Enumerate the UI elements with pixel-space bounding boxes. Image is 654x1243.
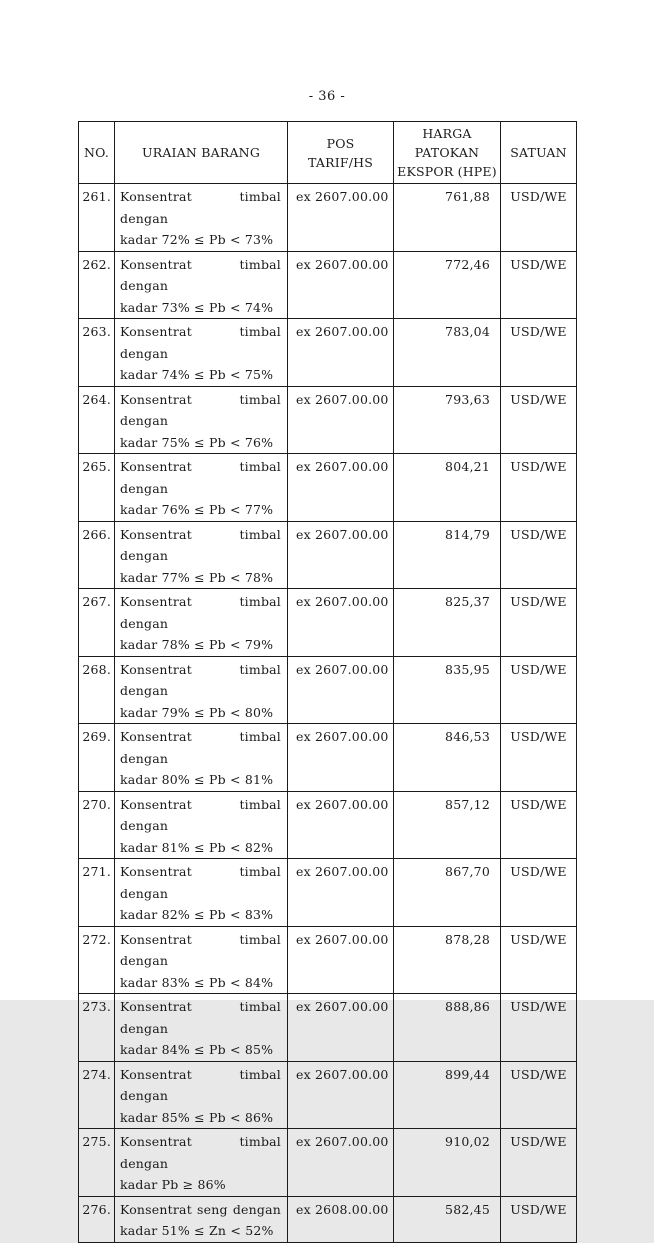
row-number: 267.	[79, 589, 115, 657]
item-description-line2: kadar 76% ≤ Pb < 77%	[120, 502, 274, 517]
col-header-satuan: SATUAN	[501, 122, 577, 184]
hs-tariff-code: ex 2607.00.00	[288, 926, 394, 994]
item-description-line1: Konsentrat timbal dengan	[120, 931, 281, 968]
item-description-line1: Konsentrat timbal dengan	[120, 324, 281, 361]
item-description-line2: kadar 85% ≤ Pb < 86%	[120, 1109, 274, 1125]
item-description-line2: kadar 72% ≤ Pb < 73%	[120, 232, 274, 247]
table-row	[79, 1061, 577, 1129]
table-row	[79, 1129, 577, 1197]
item-description-line2: kadar 78% ≤ Pb < 79%	[120, 637, 274, 652]
col-header-no: NO.	[79, 122, 115, 184]
item-description-line1: Konsentrat timbal dengan	[120, 661, 281, 698]
item-description-line2: kadar 82% ≤ Pb < 83%	[120, 907, 274, 922]
item-description-line2: kadar 73% ≤ Pb < 74%	[120, 299, 274, 315]
item-description-line1: Konsentrat timbal dengan	[120, 864, 281, 901]
hs-tariff-code: ex 2607.00.00	[288, 1061, 394, 1129]
item-description-cell	[115, 454, 288, 522]
header-line: PATOKAN	[414, 145, 480, 160]
item-description-line1: Konsentrat timbal dengan	[120, 391, 281, 428]
item-description-line1: Konsentrat timbal dengan	[120, 526, 281, 563]
unit-value: USD/WE	[501, 454, 577, 522]
header-line: TARIF/HS	[308, 154, 373, 170]
table-row	[79, 859, 577, 927]
item-description-line2: kadar 75% ≤ Pb < 76%	[120, 434, 274, 450]
header-line: EKSPOR (HPE)	[397, 164, 497, 179]
row-number: 261.	[79, 184, 115, 252]
hs-tariff-code: ex 2607.00.00	[288, 251, 394, 319]
row-number: 264.	[79, 386, 115, 454]
table-row	[79, 994, 577, 1062]
item-description-line1: Konsentrat timbal dengan	[120, 256, 281, 293]
hpe-value: 857,12	[394, 791, 501, 859]
hs-tariff-code: ex 2607.00.00	[288, 791, 394, 859]
item-description-line2: kadar 80% ≤ Pb < 81%	[120, 772, 274, 787]
item-description-line1: Konsentrat timbal dengan	[120, 729, 281, 766]
header-row	[79, 122, 577, 184]
row-number: 263.	[79, 319, 115, 387]
item-description-cell	[115, 319, 288, 387]
row-number: 275.	[79, 1129, 115, 1197]
header-line: POS	[326, 135, 355, 151]
row-number: 268.	[79, 656, 115, 724]
item-description-line1: Konsentrat seng dengan	[120, 1201, 281, 1217]
hs-tariff-code: ex 2607.00.00	[288, 859, 394, 927]
table-body	[79, 184, 577, 1243]
item-description-line1: Konsentrat timbal dengan	[120, 594, 281, 631]
unit-value: USD/WE	[501, 1196, 577, 1242]
item-description-line1: Konsentrat timbal dengan	[120, 796, 281, 833]
row-number: 262.	[79, 251, 115, 319]
item-description-line1: Konsentrat timbal dengan	[120, 189, 281, 226]
table-row	[79, 386, 577, 454]
hpe-value: 761,88	[394, 184, 501, 252]
table-row	[79, 926, 577, 994]
row-number: 266.	[79, 521, 115, 589]
item-description-line2: kadar 81% ≤ Pb < 82%	[120, 839, 274, 855]
hs-tariff-code: ex 2607.00.00	[288, 521, 394, 589]
unit-value: USD/WE	[501, 319, 577, 387]
hpe-value: 783,04	[394, 319, 501, 387]
table-row	[79, 184, 577, 252]
hpe-value: 835,95	[394, 656, 501, 724]
row-number: 270.	[79, 791, 115, 859]
item-description-line1: Konsentrat timbal dengan	[120, 1134, 281, 1171]
item-description-cell	[115, 386, 288, 454]
item-description-line2: kadar 51% ≤ Zn < 52%	[120, 1223, 274, 1238]
col-header-harga-patokan-ekspor	[394, 122, 501, 184]
table-row	[79, 454, 577, 522]
table-row	[79, 521, 577, 589]
unit-value: USD/WE	[501, 926, 577, 994]
hpe-value: 899,44	[394, 1061, 501, 1129]
hs-tariff-code: ex 2607.00.00	[288, 589, 394, 657]
item-description-cell	[115, 994, 288, 1062]
item-description-line1: Konsentrat timbal dengan	[120, 1066, 281, 1103]
item-description-cell	[115, 926, 288, 994]
row-number: 276.	[79, 1196, 115, 1242]
unit-value: USD/WE	[501, 251, 577, 319]
hs-tariff-code: ex 2607.00.00	[288, 454, 394, 522]
hs-tariff-code: ex 2607.00.00	[288, 1129, 394, 1197]
unit-value: USD/WE	[501, 589, 577, 657]
col-header-pos-tarif-hs	[288, 122, 394, 184]
row-number: 265.	[79, 454, 115, 522]
row-number: 272.	[79, 926, 115, 994]
item-description-line1: Konsentrat timbal dengan	[120, 999, 281, 1036]
item-description-cell	[115, 589, 288, 657]
table-row	[79, 251, 577, 319]
unit-value: USD/WE	[501, 656, 577, 724]
item-description-line2: kadar Pb ≥ 86%	[120, 1177, 226, 1192]
table-row	[79, 1196, 577, 1242]
hs-tariff-code: ex 2607.00.00	[288, 184, 394, 252]
hpe-value: 867,70	[394, 859, 501, 927]
hs-tariff-code: ex 2607.00.00	[288, 386, 394, 454]
unit-value: USD/WE	[501, 994, 577, 1062]
item-description-line2: kadar 74% ≤ Pb < 75%	[120, 367, 274, 382]
item-description-cell	[115, 724, 288, 792]
item-description-cell	[115, 791, 288, 859]
hpe-value: 772,46	[394, 251, 501, 319]
unit-value: USD/WE	[501, 1129, 577, 1197]
item-description-line2: kadar 83% ≤ Pb < 84%	[120, 974, 274, 990]
item-description-cell	[115, 1196, 288, 1242]
unit-value: USD/WE	[501, 1061, 577, 1129]
col-header-uraian-barang: URAIAN BARANG	[115, 122, 288, 184]
hpe-value: 804,21	[394, 454, 501, 522]
item-description-cell	[115, 859, 288, 927]
hpe-value: 846,53	[394, 724, 501, 792]
hpe-value: 814,79	[394, 521, 501, 589]
unit-value: USD/WE	[501, 386, 577, 454]
hpe-table	[78, 121, 577, 1243]
hs-tariff-code: ex 2607.00.00	[288, 319, 394, 387]
item-description-cell	[115, 251, 288, 319]
page-number: - 36 -	[308, 89, 346, 104]
row-number: 271.	[79, 859, 115, 927]
item-description-cell	[115, 184, 288, 252]
table-row	[79, 791, 577, 859]
hs-tariff-code: ex 2607.00.00	[288, 994, 394, 1062]
item-description-line2: kadar 77% ≤ Pb < 78%	[120, 569, 274, 585]
table-row	[79, 319, 577, 387]
row-number: 273.	[79, 994, 115, 1062]
hpe-value: 878,28	[394, 926, 501, 994]
item-description-line2: kadar 84% ≤ Pb < 85%	[120, 1042, 274, 1057]
table-row	[79, 589, 577, 657]
row-number: 269.	[79, 724, 115, 792]
hpe-value: 888,86	[394, 994, 501, 1062]
hpe-value: 582,45	[394, 1196, 501, 1242]
table-row	[79, 724, 577, 792]
unit-value: USD/WE	[501, 859, 577, 927]
row-number: 274.	[79, 1061, 115, 1129]
item-description-cell	[115, 1129, 288, 1197]
item-description-line1: Konsentrat timbal dengan	[120, 459, 281, 496]
header-line: HARGA	[422, 126, 472, 141]
hpe-value: 825,37	[394, 589, 501, 657]
table-row	[79, 656, 577, 724]
item-description-line2: kadar 79% ≤ Pb < 80%	[120, 704, 274, 720]
hs-tariff-code: ex 2607.00.00	[288, 724, 394, 792]
hs-tariff-code: ex 2608.00.00	[288, 1196, 394, 1242]
unit-value: USD/WE	[501, 184, 577, 252]
unit-value: USD/WE	[501, 791, 577, 859]
item-description-cell	[115, 1061, 288, 1129]
unit-value: USD/WE	[501, 521, 577, 589]
item-description-cell	[115, 656, 288, 724]
item-description-cell	[115, 521, 288, 589]
hpe-value: 793,63	[394, 386, 501, 454]
hs-tariff-code: ex 2607.00.00	[288, 656, 394, 724]
unit-value: USD/WE	[501, 724, 577, 792]
hpe-value: 910,02	[394, 1129, 501, 1197]
